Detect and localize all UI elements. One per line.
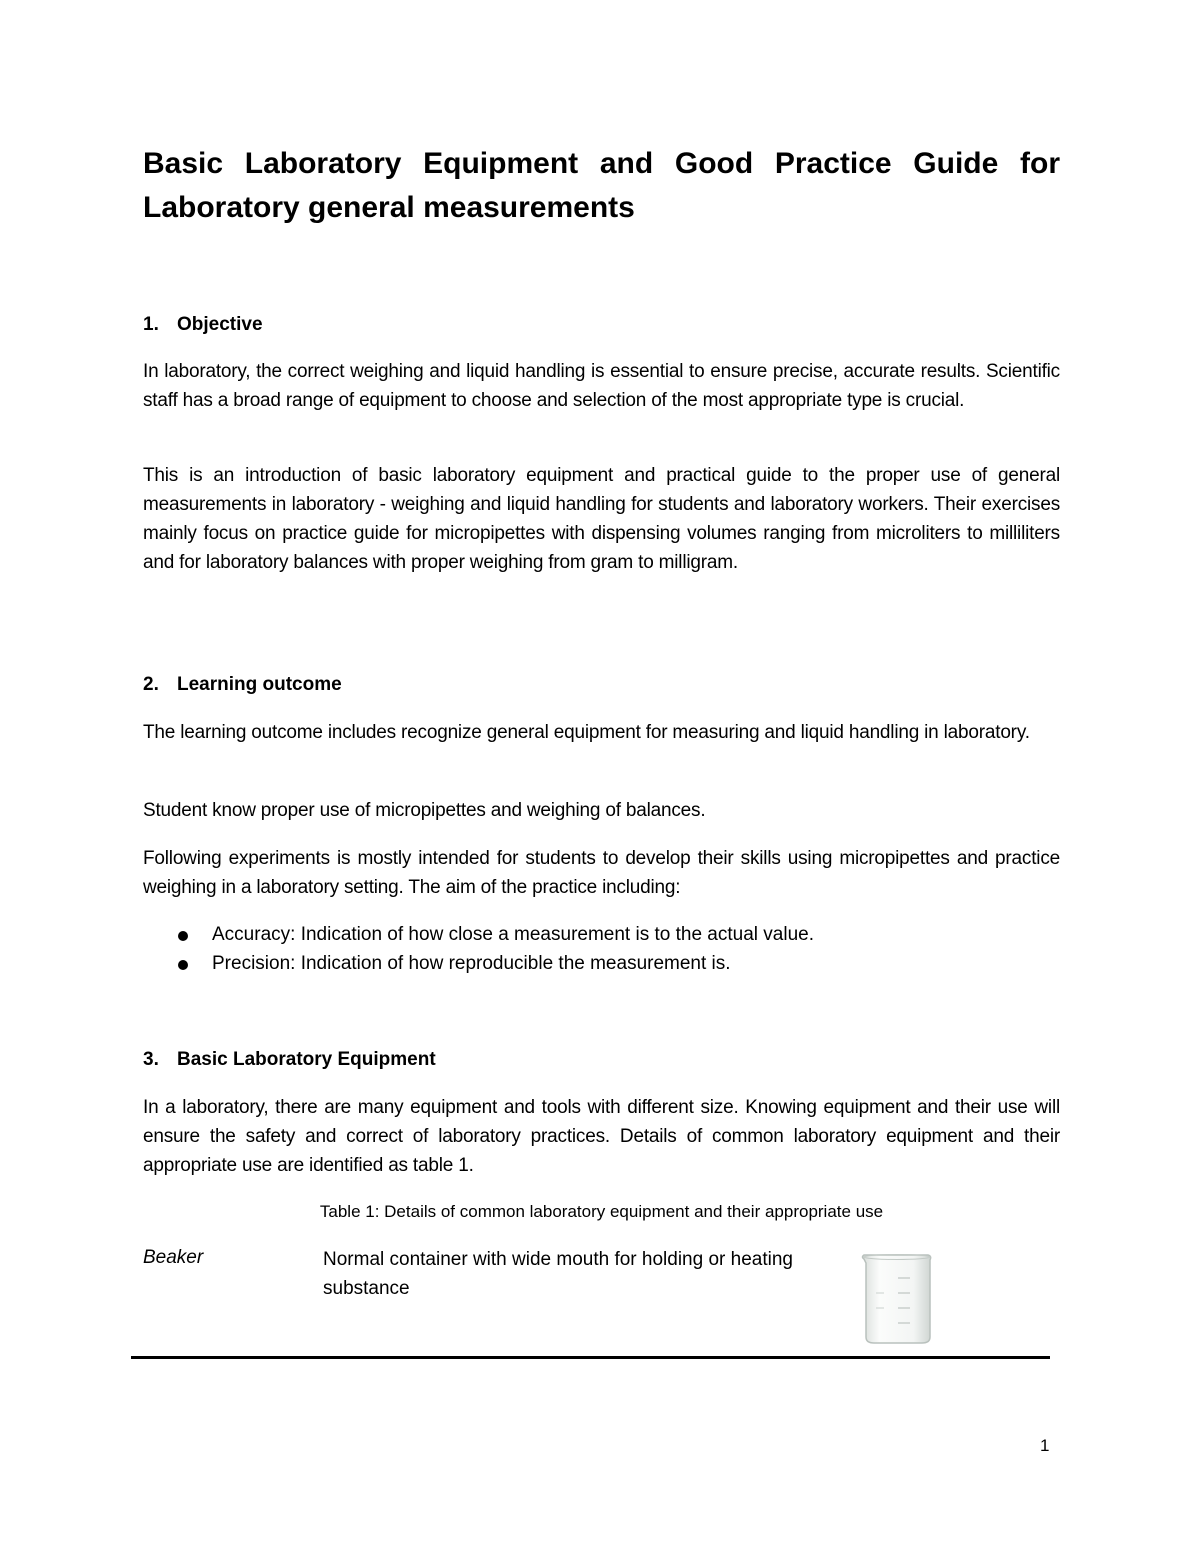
objective-paragraph-1: In laboratory, the correct weighing and liquid handling is essential to ensure precise, accurate results. Scientific staff has a broad range of equipment to choose and selection of the most appropriate type is crucial. (143, 361, 1060, 411)
footer-divider (131, 1356, 1050, 1359)
list-item (175, 949, 814, 978)
section-number: 1. (143, 314, 159, 335)
list-item (175, 920, 814, 949)
section-heading-learning-outcome (143, 672, 342, 698)
bullet-icon (178, 960, 188, 970)
section-number: 3. (143, 1049, 159, 1070)
beaker-icon (858, 1253, 938, 1345)
table-caption: Table 1: Details of common laboratory equipment and their appropriate use (319, 1202, 884, 1221)
section-number: 2. (143, 674, 159, 695)
document-title: Basic Laboratory Equipment and Good Practice Guide for Laboratory general measurements (143, 147, 1060, 224)
equipment-paragraph: In a laboratory, there are many equipment and tools with different size. Knowing equipment and their use will ensure the safety and correct of laboratory practices. Details of common laboratory equipment and their appropriate use are identified as table 1. (143, 1097, 1060, 1176)
list-item-text: Precision: Indication of how reproducible the measurement is. (212, 953, 731, 974)
table-row-name: Beaker (143, 1247, 204, 1268)
section-title: Learning outcome (177, 674, 342, 695)
section-heading-objective (143, 312, 263, 338)
page-number: 1 (1040, 1436, 1050, 1455)
objective-paragraph-2: This is an introduction of basic laboratory equipment and practical guide to the proper use of general measurements in laboratory - weighing and liquid handling for students and laboratory workers. Their exercises mainly focus on practice guide for micropipettes with dispensing volumes ranging from microliters to milliliters and for laboratory balances with proper weighing from gram to milligram. (143, 465, 1060, 573)
learning-paragraph-2: Student know proper use of micropipettes and weighing of balances. (143, 800, 706, 821)
learning-paragraph-3: Following experiments is mostly intended for students to develop their skills using micropipettes and practice weighing in a laboratory setting. The aim of the practice including: (143, 848, 1060, 898)
section-heading-equipment (143, 1047, 436, 1073)
section-title: Objective (177, 314, 263, 335)
learning-paragraph-1: The learning outcome includes recognize general equipment for measuring and liquid handling in laboratory. (143, 722, 1030, 743)
bullet-icon (178, 931, 188, 941)
list-item-text: Accuracy: Indication of how close a measurement is to the actual value. (212, 924, 814, 945)
aims-list (175, 920, 814, 978)
table-row-description: Normal container with wide mouth for holding or heating substance (323, 1249, 793, 1299)
section-title: Basic Laboratory Equipment (177, 1049, 436, 1070)
